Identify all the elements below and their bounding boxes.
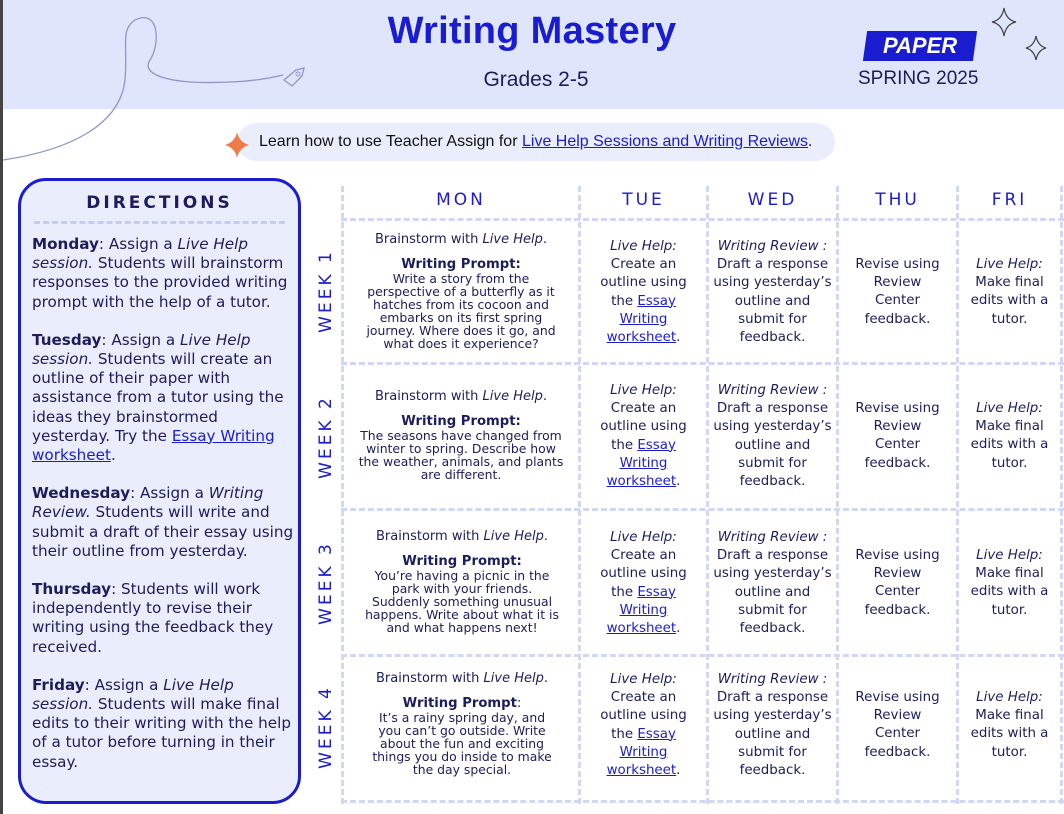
essay-link[interactable]: Essay — [637, 437, 676, 453]
grid-line — [341, 800, 1064, 803]
essay-link[interactable]: Essay — [637, 726, 676, 742]
wednesday-cell: Writing Review : Draft a response using yesterday’s outline and submit for feedback. — [713, 530, 832, 637]
directions-friday: Friday: Assign a Live Help session. Students will make final edits to their writing with the help of a tutor before turning in their essay. — [32, 675, 296, 771]
page-subtitle: Grades 2-5 — [483, 68, 589, 91]
grid-line — [341, 186, 344, 804]
writing-prompt-heading: Writing Prompt: — [402, 554, 522, 569]
worksheet-link[interactable]: worksheet — [606, 474, 677, 490]
week-label: WEEK 1 — [316, 249, 336, 333]
thursday-cell: Revise using Review Center feedback. — [855, 401, 940, 471]
monday-cell — [358, 389, 564, 481]
thursday-cell: Revise using Review Center feedback. — [855, 690, 940, 760]
day-header-thu: THU — [875, 190, 920, 210]
writing-prompt-heading: Writing Prompt: — [401, 257, 521, 272]
writing-link[interactable]: Writing — [619, 744, 668, 760]
monday-cell — [358, 232, 564, 350]
writing-prompt-text: The seasons have changed from winter to spring. Describe how the weather, animals, and plants are different. — [358, 428, 564, 482]
tuesday-cell: Live Help: Create an outline using the Essay Writing worksheet. — [600, 530, 687, 637]
friday-cell: Live Help: Make final edits with a tutor. — [970, 257, 1049, 327]
writing-link[interactable]: Writing — [619, 455, 668, 471]
grid-line — [341, 362, 1064, 365]
worksheet-link[interactable]: worksheet — [606, 330, 677, 346]
star-icon — [224, 131, 250, 159]
brainstorm-text: Brainstorm with Live Help. — [376, 671, 548, 686]
directions-body — [32, 235, 298, 791]
directions-monday: Monday: Assign a Live Help session. Students will brainstorm responses to the provided writing prompt with the help of a tutor. — [32, 235, 293, 311]
brand-logo — [863, 31, 977, 61]
monday-cell — [362, 529, 562, 634]
brand-logo-text: PAPER — [882, 33, 958, 58]
writing-prompt-text: It’s a rainy spring day, and you can’t go outside. Write about the fun and exciting things you do inside to make the day special. — [372, 710, 552, 777]
writing-link[interactable]: Writing — [619, 602, 668, 618]
essay-link[interactable]: Essay — [637, 584, 676, 600]
day-header-mon: MON — [436, 190, 486, 210]
divider — [34, 221, 285, 224]
grid-line — [341, 508, 1064, 511]
brainstorm-text: Brainstorm with Live Help. — [375, 389, 547, 404]
week-label: WEEK 4 — [316, 685, 336, 769]
essay-worksheet-link[interactable]: Essay Writing worksheet — [32, 426, 275, 465]
thursday-cell: Revise using Review Center feedback. — [855, 548, 940, 618]
grid-line — [1060, 186, 1063, 804]
writing-link[interactable]: Writing — [619, 311, 668, 327]
thursday-cell: Revise using Review Center feedback. — [855, 257, 940, 327]
essay-link[interactable]: Essay — [637, 293, 676, 309]
directions-thursday: Thursday: Students will work independently to revise their writing using the feedback they received. — [32, 580, 279, 656]
friday-cell: Live Help: Make final edits with a tutor. — [970, 548, 1049, 618]
banner-text: Learn how to use Teacher Assign for — [259, 133, 522, 150]
wednesday-cell: Writing Review : Draft a response using yesterday’s outline and submit for feedback. — [713, 672, 832, 779]
writing-prompt-heading: Writing Prompt: — [401, 414, 521, 429]
directions-tuesday: Tuesday: Assign a Live Help session. Students will create an outline of their paper with assistance from a tutor using the ideas they brainstormed yesterday. Try the Essay Writing worksheet. — [32, 330, 289, 465]
season-label: SPRING 2025 — [858, 68, 979, 89]
directions-panel — [18, 178, 301, 804]
friday-cell: Live Help: Make final edits with a tutor. — [970, 690, 1049, 760]
grid-line — [341, 218, 1064, 221]
wednesday-cell: Writing Review : Draft a response using yesterday’s outline and submit for feedback. — [713, 239, 832, 346]
tuesday-cell: Live Help: Create an outline using the Essay Writing worksheet. — [600, 383, 687, 490]
writing-prompt-text: You’re having a picnic in the park with your friends. Suddenly something unusual happens. Write about what it is and what happens next! — [365, 568, 559, 635]
worksheet-link[interactable]: worksheet — [606, 763, 677, 779]
monday-cell — [366, 671, 558, 776]
grid-line — [341, 654, 1064, 657]
week-label: WEEK 3 — [316, 541, 336, 625]
worksheet-link[interactable]: worksheet — [606, 621, 677, 637]
friday-cell: Live Help: Make final edits with a tutor. — [970, 401, 1049, 471]
writing-prompt-text: Write a story from the perspective of a butterfly as it hatches from its cocoon and embarks on its first spring journey. Where does it go, and what does it experience? — [366, 271, 556, 351]
directions-title: DIRECTIONS — [86, 193, 233, 213]
tuesday-cell: Live Help: Create an outline using the Essay Writing worksheet. — [600, 672, 687, 779]
day-header-tue: TUE — [622, 190, 665, 210]
brainstorm-text: Brainstorm with Live Help. — [375, 232, 547, 247]
day-header-fri: FRI — [991, 190, 1028, 210]
wednesday-cell: Writing Review : Draft a response using yesterday’s outline and submit for feedback. — [713, 383, 832, 490]
banner-suffix: . — [808, 133, 813, 150]
week-label: WEEK 2 — [316, 395, 336, 479]
page-title: Writing Mastery — [387, 10, 677, 52]
info-banner — [237, 123, 835, 161]
banner-link[interactable]: Live Help Sessions and Writing Reviews — [521, 133, 809, 150]
directions-wednesday: Wednesday: Assign a Writing Review. Students will write and submit a draft of their essay using their outline from yesterday. — [32, 484, 298, 560]
brainstorm-text: Brainstorm with Live Help. — [376, 529, 548, 544]
writing-prompt-heading: Writing Prompt: — [402, 696, 522, 711]
tuesday-cell: Live Help: Create an outline using the Essay Writing worksheet. — [600, 239, 687, 346]
day-header-wed: WED — [747, 190, 798, 210]
